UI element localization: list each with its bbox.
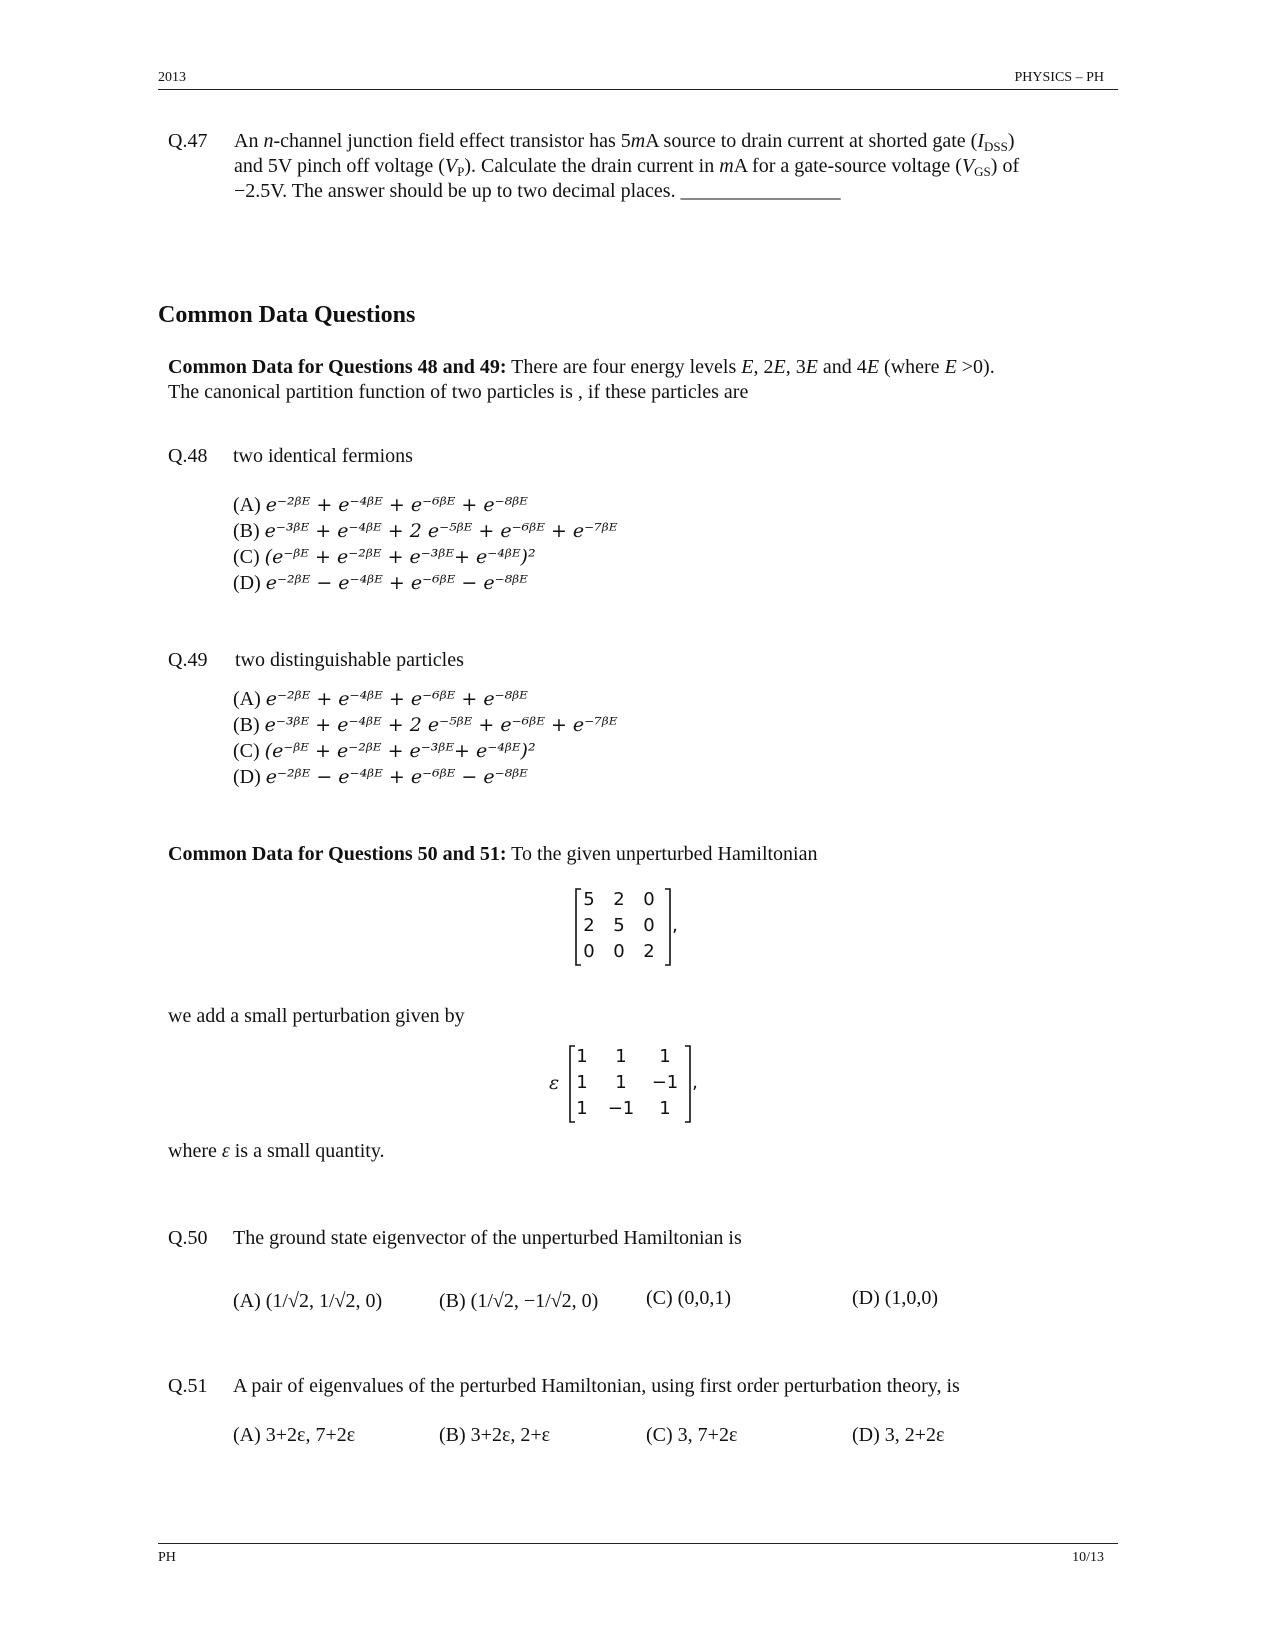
q51-stem: A pair of eigenvalues of the perturbed Hamiltonian, using first order perturbation theory, is [233, 1375, 960, 1397]
h1-cell: 1 [659, 1046, 671, 1067]
q51-option-c: (C) 3, 7+2ε [646, 1424, 738, 1446]
h1-cell: 1 [615, 1072, 627, 1093]
q47-line1: An n-channel junction field effect transistor has 5mA source to drain current at shorted gate $(I_{DSS})$ [234, 130, 1015, 154]
q50-option-d: (D) (1,0,0) [852, 1287, 939, 1309]
cd4849-line1: Common Data for Questions 48 and 49: There are four energy levels E, 2E, 3E and 4E (where E >0). [168, 356, 995, 378]
q49-option-d: (D) e⁻²ᵝᴱ − e⁻⁴ᵝᴱ + e⁻⁶ᵝᴱ − e⁻⁸ᵝᴱ [233, 766, 528, 788]
q49-options [233, 686, 617, 790]
h0-cell: 0 [643, 915, 655, 936]
q48-option-d: (D) e⁻²ᵝᴱ − e⁻⁴ᵝᴱ + e⁻⁶ᵝᴱ − e⁻⁸ᵝᴱ [233, 572, 528, 594]
h1-cell: 1 [576, 1072, 588, 1093]
q48-option-c: (C) (e⁻ᵝᴱ + e⁻²ᵝᴱ + e⁻³ᵝᴱ+ e⁻⁴ᵝᴱ)² [233, 546, 536, 568]
h0-cell: 2 [583, 915, 595, 936]
q49-option-b: (B) e⁻³ᵝᴱ + e⁻⁴ᵝᴱ + 2 e⁻⁵ᵝᴱ + e⁻⁶ᵝᴱ + e⁻⁷ᵝᴱ [233, 714, 618, 736]
h1-matrix [568, 1044, 718, 1124]
q50-number: Q.50 [168, 1227, 208, 1249]
q51-option-d: (D) 3, 2+2ε [852, 1424, 945, 1446]
h0-cell: 5 [613, 915, 625, 936]
h0-cell: 2 [643, 941, 655, 962]
header-year: 2013 [158, 70, 186, 85]
epsilon-symbol: ε [549, 1072, 560, 1094]
h1-cell: 1 [576, 1046, 588, 1067]
h1-cell: −1 [651, 1072, 679, 1093]
q48-stem: two identical fermions [233, 445, 413, 467]
where-text: where ε is a small quantity. [168, 1140, 385, 1162]
footer-code: PH [158, 1550, 176, 1565]
header-subject: PHYSICS – PH [1014, 70, 1104, 85]
h0-comma: , [672, 915, 678, 936]
cd4849-line2: The canonical partition function of two particles is , if these particles are [168, 381, 749, 403]
h0-cell: 2 [613, 889, 625, 910]
q47-line3: −2.5V. The answer should be up to two decimal places. ________________ [234, 180, 841, 202]
q50-option-b: (B) (1/√2, −1/√2, 0) [439, 1290, 599, 1312]
q48-option-b: (B) e⁻³ᵝᴱ + e⁻⁴ᵝᴱ + 2 e⁻⁵ᵝᴱ + e⁻⁶ᵝᴱ + e⁻⁷ᵝᴱ [233, 520, 618, 542]
q51-option-b: (B) 3+2ε, 2+ε [439, 1424, 551, 1446]
footer-page: 10/13 [1072, 1550, 1104, 1565]
q51-option-a: (A) 3+2ε, 7+2ε [233, 1424, 356, 1446]
q50-option-a: (A) (1/√2, 1/√2, 0) [233, 1290, 383, 1312]
cd5051-line: Common Data for Questions 50 and 51: To the given unperturbed Hamiltonian [168, 843, 818, 865]
perturbation-text: we add a small perturbation given by [168, 1005, 465, 1027]
q48-number: Q.48 [168, 445, 208, 467]
q51-number: Q.51 [168, 1375, 208, 1397]
h0-cell: 0 [613, 941, 625, 962]
h1-cell: 1 [615, 1046, 627, 1067]
q50-stem: The ground state eigenvector of the unperturbed Hamiltonian is [233, 1227, 742, 1249]
header-rule [158, 89, 1118, 90]
h0-cell: 0 [643, 889, 655, 910]
h0-matrix [574, 887, 684, 967]
section-title: Common Data Questions [158, 302, 416, 328]
h1-comma: , [692, 1072, 698, 1093]
q48-options [233, 492, 617, 596]
h1-cell: 1 [576, 1098, 588, 1119]
h1-cell: 1 [659, 1098, 671, 1119]
q49-option-c: (C) (e⁻ᵝᴱ + e⁻²ᵝᴱ + e⁻³ᵝᴱ+ e⁻⁴ᵝᴱ)² [233, 740, 536, 762]
q49-stem: two distinguishable particles [235, 649, 464, 671]
q49-number: Q.49 [168, 649, 208, 671]
q49-option-a: (A) e⁻²ᵝᴱ + e⁻⁴ᵝᴱ + e⁻⁶ᵝᴱ + e⁻⁸ᵝᴱ [233, 688, 528, 710]
q48-option-a: (A) e⁻²ᵝᴱ + e⁻⁴ᵝᴱ + e⁻⁶ᵝᴱ + e⁻⁸ᵝᴱ [233, 494, 528, 516]
h1-cell: −1 [607, 1098, 635, 1119]
h0-cell: 0 [583, 941, 595, 962]
footer-rule [158, 1543, 1118, 1544]
q47-number: Q.47 [168, 130, 208, 152]
q50-option-c: (C) (0,0,1) [646, 1287, 731, 1309]
h0-cell: 5 [583, 889, 595, 910]
q47-line2: and 5V pinch off voltage $(V_P)$. Calculate the drain current in mA for a gate-source voltage $(V_{GS})$ of [234, 155, 1020, 179]
